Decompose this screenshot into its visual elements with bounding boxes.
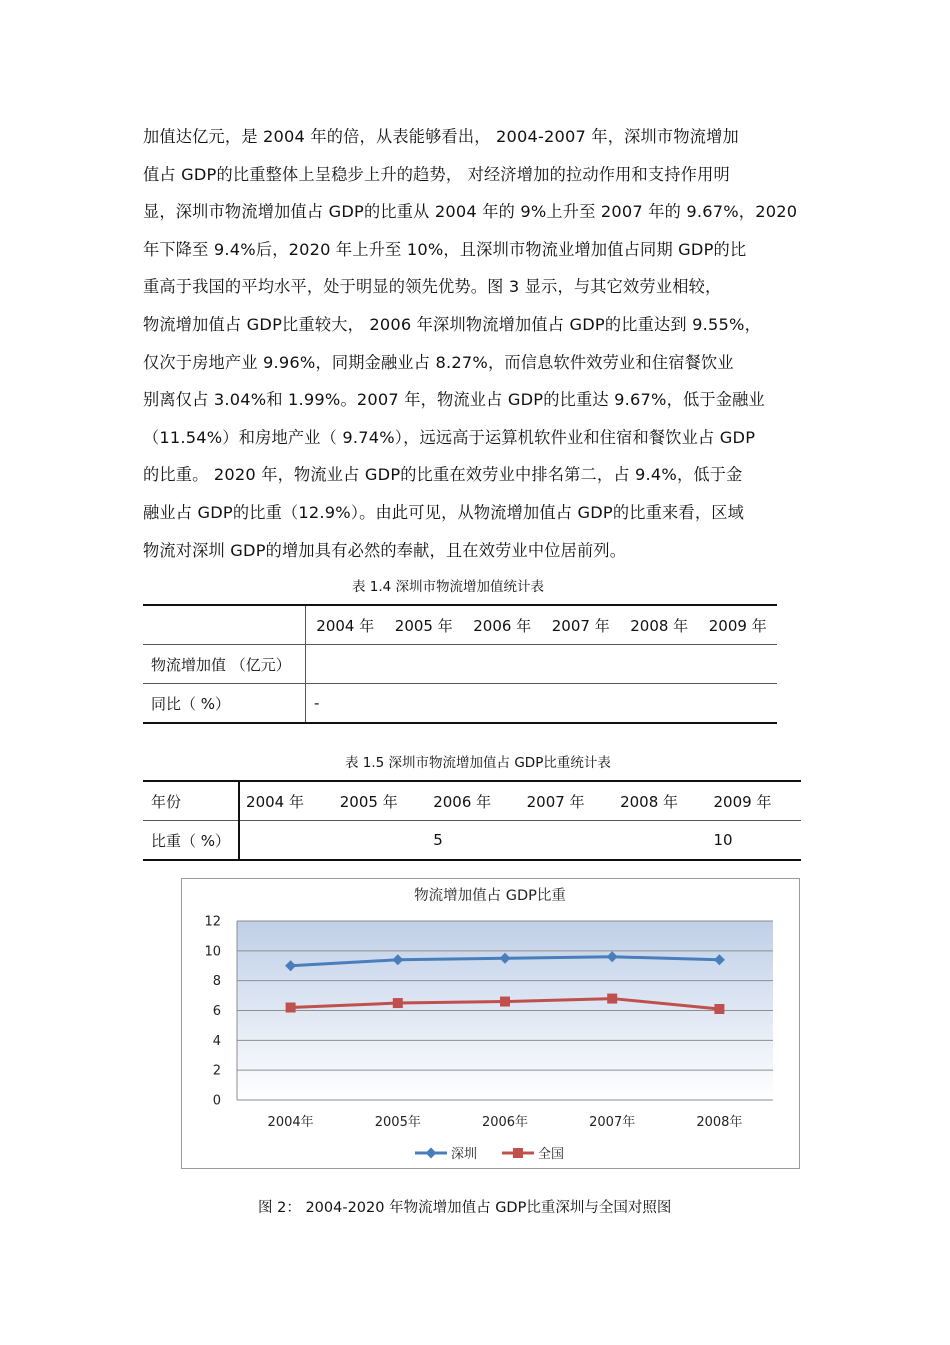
- table-1-5-caption: 表 1.5 深圳市物流增加值占 GDP比重统计表: [345, 755, 611, 771]
- y-tick-label: 8: [212, 974, 221, 990]
- year-header: 2009 年: [698, 605, 777, 645]
- paragraph-line: 物流对深圳 GDP的增加具有必然的奉献，且在效劳业中位居前列。: [143, 540, 627, 560]
- x-tick-label: 2006年: [481, 1115, 529, 1130]
- line-chart: [182, 879, 799, 1168]
- y-tick-label: 6: [212, 1004, 221, 1019]
- year-header: 2005 年: [334, 781, 427, 821]
- figure-caption: 图 2： 2004-2020 年物流增加值占 GDP比重深圳与全国对照图: [258, 1200, 672, 1216]
- paragraph-line: 值占 GDP的比重整体上呈稳步上升的趋势， 对经济增加的拉动作用和支持作用明: [143, 164, 730, 184]
- x-tick-label: 2005年: [374, 1115, 421, 1130]
- year-header: 2004 年: [239, 781, 334, 821]
- share-cell: [239, 821, 334, 861]
- legend-label: 全国: [538, 1147, 565, 1162]
- share-cell: 10: [713, 831, 733, 849]
- line-chart-frame: [181, 878, 800, 1169]
- data-point-square: [714, 1004, 724, 1014]
- legend-label: 深圳: [451, 1147, 478, 1162]
- table-row: [143, 821, 801, 861]
- paragraph-line: 年下降至 9.4%后，2020 年上升至 10%，且深圳市物流业增加值占同期 GDP的比: [143, 239, 747, 259]
- year-header: 2008 年: [614, 781, 707, 821]
- table-row: [143, 684, 777, 724]
- legend-marker: [513, 1148, 523, 1158]
- header-label: 年份: [143, 781, 239, 821]
- x-tick-label: 2007年: [589, 1115, 636, 1130]
- body-paragraph: [143, 118, 811, 569]
- data-point-square: [607, 994, 617, 1004]
- y-tick-label: 0: [212, 1093, 221, 1109]
- table-row: [143, 605, 777, 645]
- paragraph-line: 物流增加值占 GDP比重较大， 2006 年深圳物流增加值占 GDP的比重达到 9.55%，: [143, 314, 761, 334]
- data-point-square: [500, 997, 510, 1007]
- year-header: 2005 年: [385, 605, 463, 645]
- year-header: 2009 年: [708, 781, 801, 821]
- table-1-4: [143, 604, 777, 724]
- share-cell: 5: [433, 831, 443, 849]
- x-tick-label: 2004年: [267, 1115, 314, 1130]
- paragraph-line: （11.54%）和房地产业（ 9.74%），远远高于运算机软件业和住宿和餐饮业占 GDP: [143, 427, 756, 447]
- paragraph-line: 融业占 GDP的比重（12.9%）。由此可见，从物流增加值占 GDP的比重来看，区域: [143, 502, 744, 522]
- x-tick-label: 2008年: [696, 1115, 743, 1130]
- y-tick-label: 12: [204, 914, 221, 930]
- paragraph-line: 重高于我国的平均水平，处于明显的领先优势。图 3 显示，与其它效劳业相较，: [143, 277, 722, 297]
- y-tick-label: 2: [212, 1063, 221, 1079]
- share-cell: [521, 821, 614, 861]
- row-label-value: 物流增加值 （亿元）: [143, 645, 306, 684]
- year-header: 2004 年: [306, 605, 385, 645]
- y-tick-label: 10: [204, 944, 221, 960]
- paragraph-line: 显，深圳市物流增加值占 GDP的比重从 2004 年的 9%上升至 2007 年的 9.67%，2020: [143, 202, 798, 222]
- data-point-square: [393, 998, 403, 1008]
- row-label-share: 比重（ %）: [143, 821, 239, 861]
- table-corner-cell: [143, 605, 306, 645]
- yoy-first-cell: -: [314, 694, 320, 712]
- paragraph-line: 加值达亿元，是 2004 年的倍，从表能够看出， 2004-2007 年，深圳市物流增加: [143, 127, 739, 146]
- year-header: 2007 年: [521, 781, 614, 821]
- year-header: 2008 年: [620, 605, 698, 645]
- paragraph-line: 仅次于房地产业 9.96%，同期金融业占 8.27%，而信息软件效劳业和住宿餐饮业: [143, 352, 734, 372]
- chart-title: 物流增加值占 GDP比重: [414, 888, 566, 904]
- paragraph-line: 的比重。 2020 年，物流业占 GDP的比重在效劳业中排名第二，占 9.4%，低于金: [143, 465, 743, 485]
- year-header: 2007 年: [541, 605, 619, 645]
- share-cell: [334, 821, 427, 861]
- row-label-yoy: 同比（ %）: [143, 684, 306, 724]
- share-cell: [614, 821, 707, 861]
- paragraph-line: 别离仅占 3.04%和 1.99%。2007 年，物流业占 GDP的比重达 9.67%，低于金融业: [143, 390, 765, 410]
- year-header: 2006 年: [463, 605, 541, 645]
- legend-marker: [426, 1148, 437, 1159]
- data-point-square: [286, 1003, 296, 1013]
- table-1-5: [143, 780, 801, 861]
- table-1-4-caption: 表 1.4 深圳市物流增加值统计表: [352, 579, 545, 595]
- empty-cells: [306, 645, 778, 684]
- y-tick-label: 4: [212, 1033, 221, 1049]
- year-header: 2006 年: [427, 781, 520, 821]
- table-row: [143, 645, 777, 684]
- table-row: [143, 781, 801, 821]
